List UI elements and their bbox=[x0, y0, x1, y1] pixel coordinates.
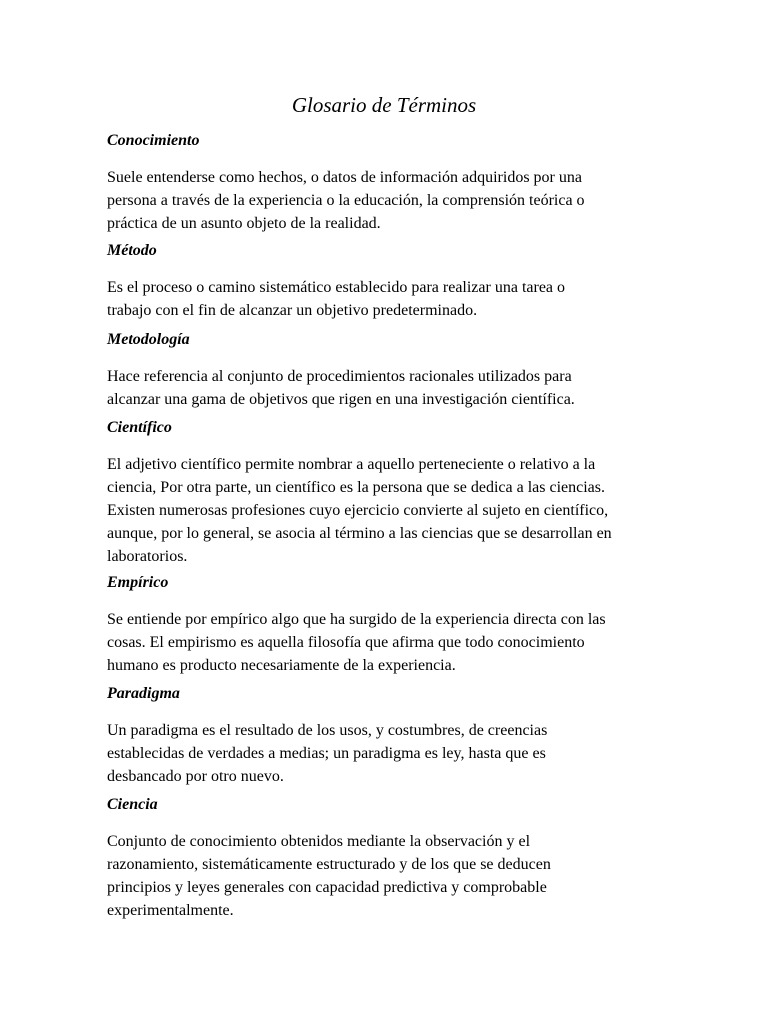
glossary-entry bbox=[107, 130, 667, 235]
term-heading: Método bbox=[107, 242, 157, 259]
definition-line: El adjetivo científico permite nombrar a aquello perteneciente o relativo a la bbox=[107, 456, 596, 473]
definition-line: Conjunto de conocimiento obtenidos mediante la observación y el bbox=[107, 833, 531, 850]
glossary-entry bbox=[107, 572, 667, 677]
term-definition bbox=[107, 453, 667, 568]
definition-line: experimentalmente. bbox=[107, 902, 234, 919]
definition-line: Existen numerosas profesiones cuyo ejercicio convierte al sujeto en científico, bbox=[107, 502, 609, 519]
definition-line: Se entiende por empírico algo que ha surgido de la experiencia directa con las bbox=[107, 611, 606, 628]
definition-line: laboratorios. bbox=[107, 548, 188, 565]
definition-line: práctica de un asunto objeto de la realidad. bbox=[107, 215, 381, 232]
term-definition bbox=[107, 166, 667, 235]
glossary-entry bbox=[107, 417, 667, 568]
term-heading: Paradigma bbox=[107, 685, 180, 702]
glossary-entry bbox=[107, 794, 667, 922]
definition-line: Un paradigma es el resultado de los usos, y costumbres, de creencias bbox=[107, 722, 548, 739]
term-heading: Conocimiento bbox=[107, 132, 200, 149]
definition-line: Suele entenderse como hechos, o datos de información adquiridos por una bbox=[107, 169, 582, 186]
definition-line: alcanzar una gama de objetivos que rigen en una investigación científica. bbox=[107, 391, 575, 408]
glossary-entry bbox=[107, 683, 667, 788]
definition-line: establecidas de verdades a medias; un paradigma es ley, hasta que es bbox=[107, 745, 546, 762]
definition-line: persona a través de la experiencia o la educación, la comprensión teórica o bbox=[107, 192, 585, 209]
term-definition bbox=[107, 830, 667, 922]
definition-line: aunque, por lo general, se asocia al término a las ciencias que se desarrollan en bbox=[107, 525, 612, 542]
term-definition bbox=[107, 276, 667, 322]
term-heading: Científico bbox=[107, 419, 172, 436]
glossary-entry bbox=[107, 329, 667, 411]
definition-line: trabajo con el fin de alcanzar un objetivo predeterminado. bbox=[107, 302, 478, 319]
term-definition bbox=[107, 719, 667, 788]
definition-line: desbancado por otro nuevo. bbox=[107, 768, 284, 785]
page-title: Glosario de Términos bbox=[291, 93, 477, 117]
definition-line: Hace referencia al conjunto de procedimientos racionales utilizados para bbox=[107, 368, 572, 385]
term-heading: Empírico bbox=[107, 574, 169, 591]
definition-line: principios y leyes generales con capacidad predictiva y comprobable bbox=[107, 879, 547, 896]
definition-line: ciencia, Por otra parte, un científico es la persona que se dedica a las ciencias. bbox=[107, 479, 605, 496]
definition-line: razonamiento, sistemáticamente estructurado y de los que se deducen bbox=[107, 856, 551, 873]
glossary-entry bbox=[107, 240, 667, 322]
definition-line: Es el proceso o camino sistemático establecido para realizar una tarea o bbox=[107, 279, 566, 296]
definition-line: cosas. El empirismo es aquella filosofía que afirma que todo conocimiento bbox=[107, 634, 585, 651]
term-definition bbox=[107, 608, 667, 677]
definition-line: humano es producto necesariamente de la experiencia. bbox=[107, 657, 456, 674]
term-heading: Ciencia bbox=[107, 796, 158, 813]
term-definition bbox=[107, 365, 667, 411]
term-heading: Metodología bbox=[107, 331, 190, 348]
